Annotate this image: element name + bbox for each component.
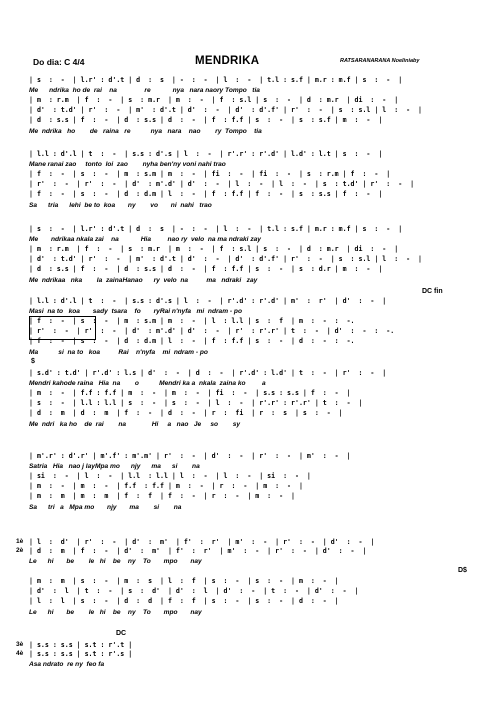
score-system-8 xyxy=(29,577,481,627)
volta-1: 1è xyxy=(16,538,24,545)
voice-soprano: | s.s : s.s | s.t : r'.t | xyxy=(29,641,133,649)
voice-tenor: | m : - | m : - | f.f : f.f | m : - | r : - | m : - | xyxy=(29,482,303,490)
lyrics-line: Satria Hia nao j layMpa mo njy ma si na xyxy=(29,463,200,470)
volta-2: 2è xyxy=(16,547,24,554)
lyrics-line: Ma si na to koa Rai n'nyfa mi ndram - po xyxy=(29,349,208,356)
author: RATSARANARANA Noeliniaby xyxy=(340,58,420,64)
voice-tenor: | d' : t.d' | r' : - | m' : d'.t | d' : - | d' : d'.f' | r' : - | s : s.l | l : - | xyxy=(29,255,423,263)
lyrics-line: Asa ndrato re ny feo fa xyxy=(29,661,105,668)
lyrics-line: Mendri kahode raina Hia na o Mendri ka a nkala zaina ko a xyxy=(29,380,266,387)
score-system-1 xyxy=(29,76,481,142)
voice-soprano: | s.d' : t.d' | r'.d' : l.s | d' : - | d : - | r'.d' : l.d' | t : - | r' : - | xyxy=(29,369,387,377)
voice-tenor: | d' : l | t : - | s : d' | d' : l | d' : - | t : - | d' : - | xyxy=(29,587,359,595)
voice-bass: | m : m | m : m | f : f | f : - | r : - | m : - | xyxy=(29,492,295,500)
lyrics-line: Mane ranai zao tonto loi zao nyha ben'ny voni nahi trao xyxy=(29,161,226,168)
voice-soprano: | l.l : d'.l | t : - | s.s : d'.s | l : - | r'.d' : r'.d' | m' : r' | d' : - | xyxy=(29,297,387,305)
voice-soprano-alt: | s.s : s.s | s.t : r'.s | xyxy=(29,650,133,658)
lyrics-line: Me ndri ka ho de rai na Hi a nao Je so sy xyxy=(29,421,241,428)
voice-alto: | m : r.m | f : - | s : m.r | m : - | f : s.l | s : - | d : m.r | di : - | xyxy=(29,245,399,253)
voice-bass: | d : m | d : m | f : - | d : - | r : fi | r : s | s : - | xyxy=(29,409,343,417)
voice-soprano: | s : - | l.r' : d'.t | d : s | - : - | l : - | t.l : s.f | m.r : m.f | s : - | xyxy=(29,76,403,84)
voice-alto: | f : - | s : - | m : s.m | m : - | fi : - | fi : - | s : r.m | f : - | xyxy=(29,170,391,178)
score-system-4 xyxy=(29,297,481,363)
voice-bass: | l : l | s : - | d : d | f : f | s : - | s : - | d : - | xyxy=(29,597,339,605)
lyrics-line: Sa tria lehi be to koa ny vo ni nahi trao xyxy=(29,202,212,209)
lyrics-line: Sa tri a Mpa mo njy ma si na xyxy=(29,504,182,511)
lyrics-line: Me ndrikaa nka la zainaHanao ry velo na ma ndraki zay xyxy=(29,277,258,284)
lyrics-line: Masi na to koa sady tsara fo ryRai n'nyfa mi ndram - po xyxy=(29,308,242,315)
voice-bass: | f : - | s : - | d : d.m | l : - | f : f.f | f : - | s : s.s | f : - | xyxy=(29,190,383,198)
voice-alto: | si : - | l : - | l.l : l.l | l : - | l : - | si : - | xyxy=(29,472,311,480)
dal-segno-mark: D$ xyxy=(458,567,467,574)
voice-tenor: | r' : - | r' : - | d' : m'.d' | d' : - | r' : r'.r' | t : - | d' : - : -. xyxy=(29,327,395,335)
score-system-5 xyxy=(29,369,481,435)
voice-alto: | m : m | s : - | m : s | l : f | s : - | s : - | m : - | xyxy=(29,577,339,585)
voice-soprano: | s : - | l.r' : d'.t | d : s | - : - | l : - | t.l : s.f | m.r : m.f | s : - | xyxy=(29,225,403,233)
voice-tenor: | s : - | l.l : l.l | s : - | s : - | l : - | r'.r' : r'.r' | t : - | xyxy=(29,399,363,407)
score-system-2 xyxy=(29,150,481,216)
voice-tenor: | r' : - | r' : - | d' : m'.d' | d' : - | l : - | l : - | s : t.d' | r' : - | xyxy=(29,180,415,188)
boxed-bars xyxy=(29,316,96,340)
voice-alto: | f : - | s : - | m : s.m | m : - | l : l.l | s : f | m : - : -. xyxy=(29,317,355,325)
lyrics-line: Me ndrika ho de raina re nya nara nao ry Tompo tia xyxy=(29,128,262,135)
segno-mark: $ xyxy=(31,358,35,365)
voice-bass: | d : s.s | f : - | d : s.s | d : - | f : f.f | s : - | s : d.r | m : - | xyxy=(29,265,383,273)
voice-soprano: | l : d' | r' : - | d' : m' | f' : r' | m' : - | r' : - | d' : - | xyxy=(29,538,375,546)
score-system-3 xyxy=(29,225,481,291)
voice-bass: | d : s.s | f : - | d : s.s | d : - | f : f.f | s : - | s : s.f | m : - | xyxy=(29,116,383,124)
voice-bass: | f : - | s : - | d : d.m | l : - | f : f.f | s : - | d : - : -. xyxy=(29,337,355,345)
voice-soprano-alt: | d : m | f : - | d' : m' | f' : r' | m' : - | r' : - | d' : - | xyxy=(29,547,367,555)
voice-soprano: | m'.r' : d'.r' | m'.f' : m'.m' | r' : - | d' : - | r' : - | m' : - | xyxy=(29,452,351,460)
score-system-6 xyxy=(29,452,481,518)
lyrics-line: Me ndrikaa nkala zai na Hia nao ry velo na ma ndraki zay xyxy=(29,236,261,243)
lyrics-line: Le hi be le hi be ny To mpo nay xyxy=(29,558,202,565)
volta-3: 3è xyxy=(16,641,24,648)
dc-fin-mark: DC fin xyxy=(422,288,443,295)
da-capo-mark: DC xyxy=(116,630,127,637)
header xyxy=(0,55,500,71)
lyrics-line: Le hi be le hi be ny To mpo nay xyxy=(29,609,202,616)
score-system-7 xyxy=(29,538,481,564)
coda-system xyxy=(29,641,169,671)
volta-4: 4è xyxy=(16,650,24,657)
key-signature: Do dia: C 4/4 xyxy=(33,57,85,67)
page-title: MENDRIKA xyxy=(195,55,260,67)
voice-tenor: | d' : t.d' | r' : - | m' : d'.t | d' : - | d' : d'.f' | r' : - | s : s.l | l : - | xyxy=(29,106,423,114)
voice-alto: | m : r.m | f : - | s : m.r | m : - | f : s.l | s : - | d : m.r | di : - | xyxy=(29,96,399,104)
voice-soprano: | l.l : d'.l | t : - | s.s : d'.s | l : - | r'.r' : r'.d' | l.d' : l.t | s : - | xyxy=(29,150,383,158)
lyrics-line: Me ndrika ho de rai na re nya nara naory Tompo tia xyxy=(29,87,260,94)
voice-alto: | m : - | f.f : f.f | m : - | m : - | fi : - | s.s : s.s | f : - | xyxy=(29,389,351,397)
